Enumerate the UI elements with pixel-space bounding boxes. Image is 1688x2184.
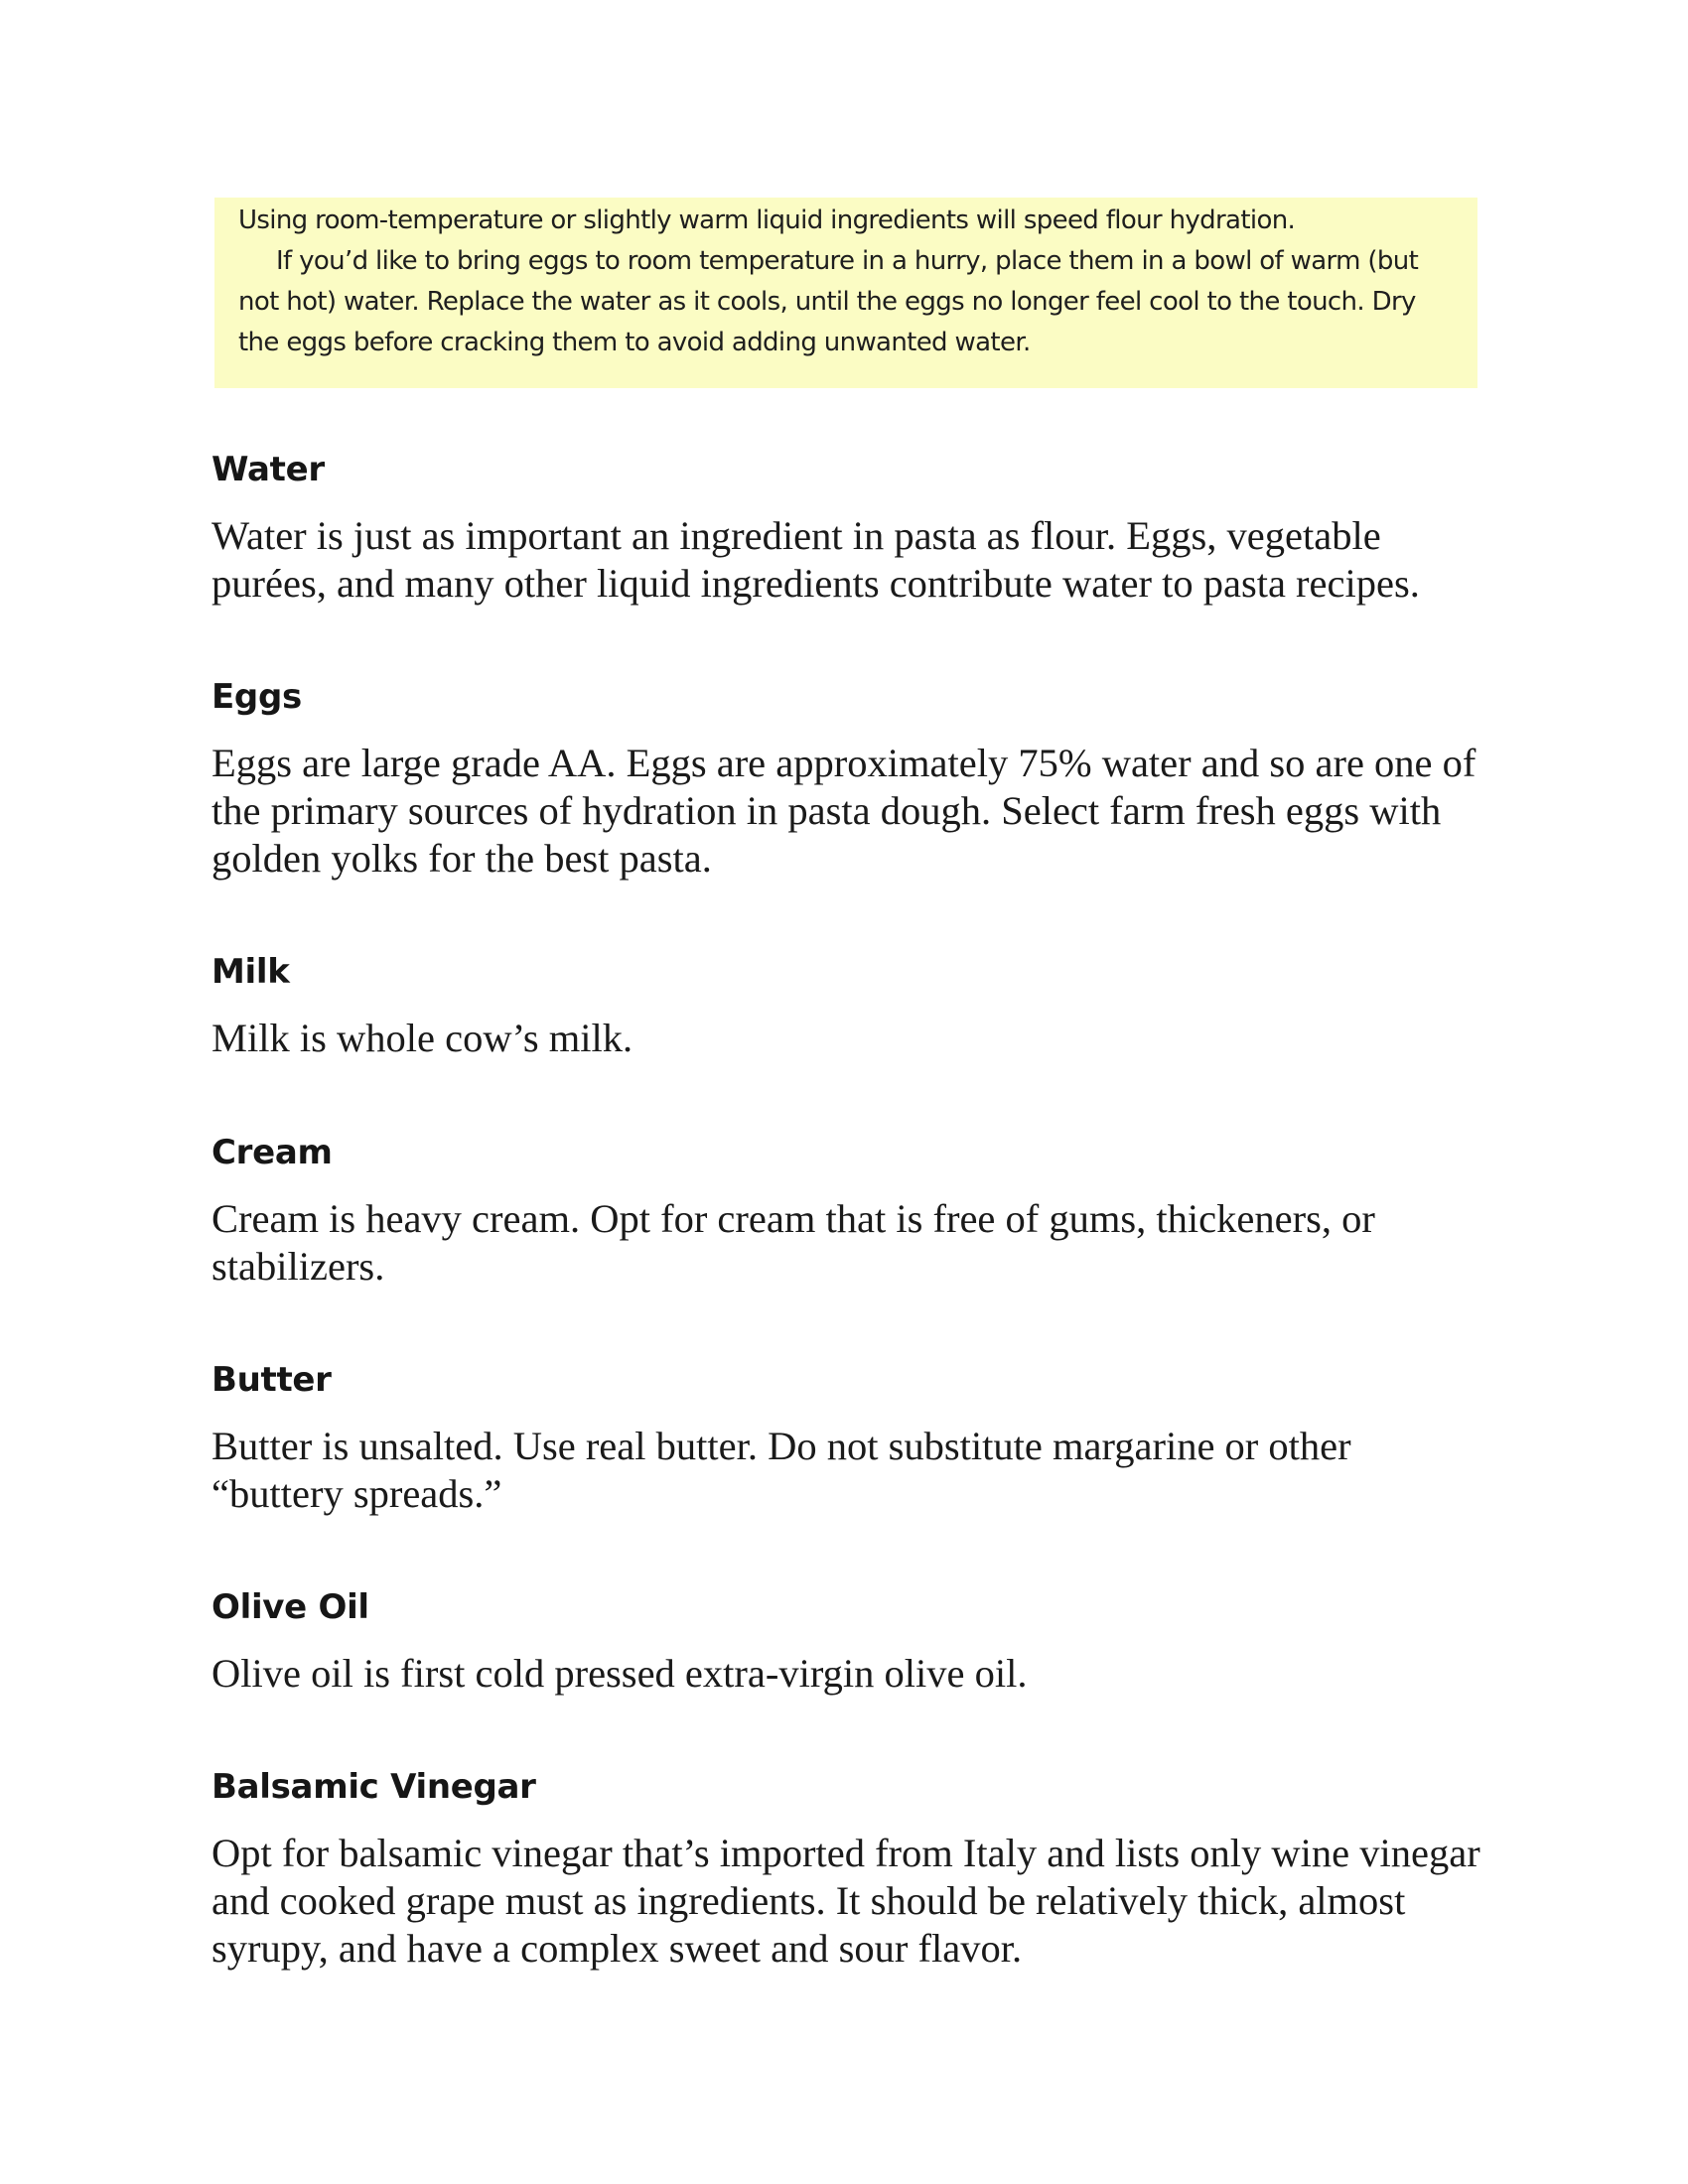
section-body: Milk is whole cow’s milk.	[211, 1016, 633, 1060]
section-body: Opt for balsamic vinegar that’s imported from Italy and lists only wine vinegar and cooked grape must as ingredients. It should be relatively thick, almost syrupy, and have a complex sweet and sour flavor.	[211, 1831, 1480, 1971]
section-heading: Water	[211, 450, 325, 489]
section-balsamic-vinegar	[211, 1765, 1492, 1973]
section-milk	[211, 950, 1492, 1062]
section-body: Butter is unsalted. Use real butter. Do not substitute margarine or other “buttery spreads.”	[211, 1424, 1351, 1516]
section-body: Eggs are large grade AA. Eggs are approximately 75% water and so are one of the primary sources of hydration in pasta dough. Select farm fresh eggs with golden yolks for the best pasta.	[211, 741, 1477, 881]
section-heading: Eggs	[211, 677, 302, 717]
section-eggs	[211, 675, 1492, 883]
tip-callout-box	[214, 198, 1477, 388]
section-body: Water is just as important an ingredient in pasta as flour. Eggs, vegetable purées, and many other liquid ingredients contribute water to pasta recipes.	[211, 513, 1420, 606]
section-body: Olive oil is first cold pressed extra-virgin olive oil.	[211, 1651, 1028, 1696]
section-water	[211, 448, 1492, 608]
section-heading: Balsamic Vinegar	[211, 1767, 536, 1807]
tip-second-paragraph: If you’d like to bring eggs to room temperature in a hurry, place them in a bowl of warm (but not hot) water. Replace the water as it cools, until the eggs no longer feel cool to the touch. Dry the eggs before cracking them to avoid adding unwanted water.	[238, 246, 1419, 357]
section-butter	[211, 1358, 1492, 1518]
section-heading: Cream	[211, 1133, 333, 1172]
section-heading: Olive Oil	[211, 1587, 369, 1627]
section-body: Cream is heavy cream. Opt for cream that is free of gums, thickeners, or stabilizers.	[211, 1196, 1375, 1289]
tip-first-line: Using room-temperature or slightly warm liquid ingredients will speed flour hydration.	[238, 205, 1296, 235]
section-olive-oil	[211, 1585, 1492, 1698]
section-heading: Butter	[211, 1360, 332, 1400]
section-cream	[211, 1131, 1492, 1291]
section-heading: Milk	[211, 952, 290, 992]
